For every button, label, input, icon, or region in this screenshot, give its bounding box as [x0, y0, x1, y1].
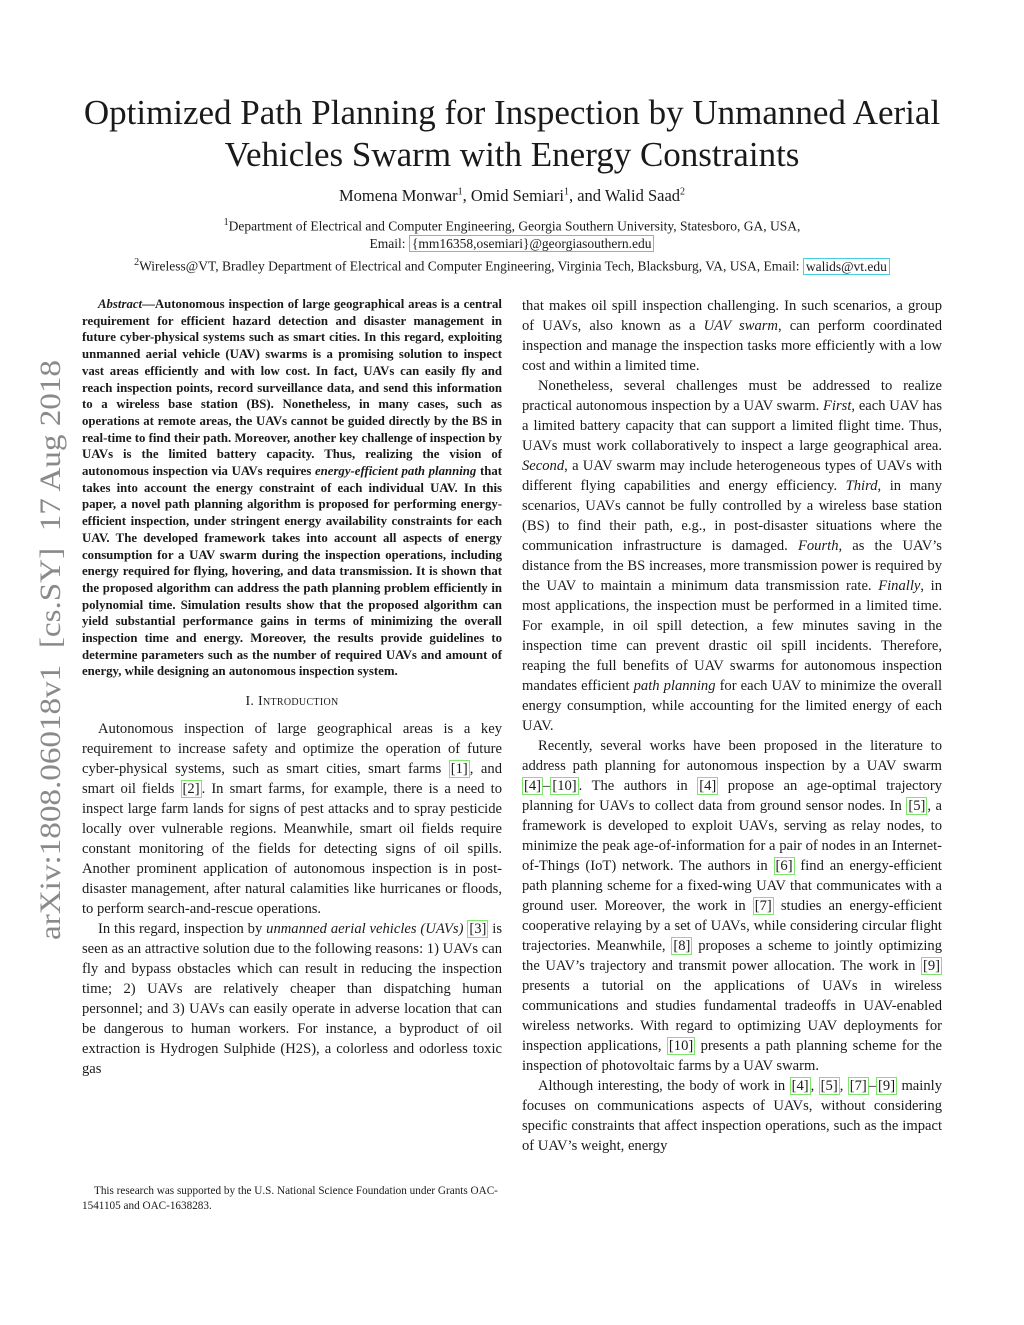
text-run: find an energy-efficient path planning scheme for a fixed-wing UAV that communicates with a ground user. Moreover, the work in — [522, 858, 942, 914]
abstract — [82, 296, 502, 680]
section-title: Introduction — [258, 694, 339, 710]
affiliation-text: Department of Electrical and Computer Engineering, Georgia Southern University, Statesboro, GA, USA, — [228, 218, 801, 234]
author-name: Momena Monwar — [338, 186, 458, 205]
text-run: , — [810, 1078, 819, 1094]
text-run: Recently, several works have been proposed in the literature to address path planning for autonomous inspection by a UAV swarm — [522, 738, 942, 774]
text-run: for each UAV to minimize the overall energy consumption, while accounting for the limited energy of each UAV. — [522, 678, 942, 734]
citation-link[interactable]: [2] — [182, 781, 200, 798]
text-run: , each UAV has a limited battery capacity that can support a limited flight time. Thus, UAVs must work collaboratively to inspect a large geographical area. — [522, 398, 943, 454]
emphasis-text: path planning — [633, 678, 716, 694]
footnote: This research was supported by the U.S. National Science Foundation under Grants OAC-1541105 and OAC-1638283. — [82, 1185, 498, 1212]
body-paragraph — [82, 719, 502, 919]
text-run: Autonomous inspection of large geographical areas is a key requirement to increase safety and optimize the operation of future cyber-physical systems, such as smart cities, smart farms — [82, 721, 502, 778]
text-run: In this regard, inspection by — [98, 921, 267, 938]
left-column — [82, 296, 502, 1079]
text-run: . The authors in — [578, 778, 698, 794]
text-run: proposes a scheme to jointly optimizing the UAV’s trajectory and transmit power allocation. The work in — [522, 938, 942, 974]
text-run: , as the UAV’s distance from the BS increases, more transmission power is required by the UAV to maintain a minimum data transmission rate. — [522, 538, 942, 594]
text-run: presents a tutorial on the applications of UAVs in wireless communications and studies fundamental tradeoffs in UAV-enabled wireless networks. With regard to optimizing UAV deployments for inspection applications, — [522, 978, 942, 1054]
author-affiliation-mark: 2 — [680, 186, 686, 198]
paper-title: Optimized Path Planning for Inspection by Unmanned Aerial Vehicles Swarm with Energy Constraints — [83, 93, 941, 174]
abstract-label: Abstract — [98, 297, 143, 311]
citation-link[interactable]: [9] — [878, 1078, 896, 1094]
emphasis-text: Finally — [878, 578, 921, 594]
text-run: presents a path planning scheme for the inspection of photovoltaic farms by a UAV swarm. — [522, 1038, 943, 1074]
emphasis-text: UAV swarm — [703, 318, 778, 334]
affiliation-2 — [60, 252, 964, 277]
author-list: Momena Monwar$^1$, Omid Semiari$^1$, and Walid Saad$^2$ — [338, 186, 686, 205]
author-affiliation-mark: 1 — [457, 186, 463, 198]
emphasis-text: First — [823, 398, 852, 414]
email-label: Email: — [369, 236, 409, 251]
author-name: and Walid Saad — [577, 186, 681, 205]
text-run: , in many scenarios, UAVs cannot be fully controlled by a wireless base station (BS) to find their path, e.g., in post-disaster situations where the communication infrastructure is damaged. — [522, 478, 942, 554]
body-paragraph — [522, 376, 942, 736]
affiliation-mark: 2 — [134, 257, 140, 268]
body-paragraph — [82, 919, 502, 1079]
citation-link[interactable]: [7] — [849, 1078, 867, 1094]
author-name: Omid Semiari — [470, 186, 564, 205]
citation-link[interactable]: [7] — [754, 898, 772, 914]
text-run: propose an age-optimal trajectory planning for UAVs to collect data from ground sensor nodes. In — [522, 778, 942, 814]
affiliation-text: Wireless@VT, Bradley Department of Electrical and Computer Engineering, Virginia Tech, Blacksburg, VA, USA, Email: — [139, 258, 803, 274]
text-run: is seen as an attractive solution due to the following reasons: 1) UAVs can fly and bypass obstacles which can result in reducing the inspection time; 2) UAVs are relatively cheaper than dispatching human personnel; and 3) UAVs can easily operate in adverse location that can be dangerous to human workers. For instance, a byproduct of oil extraction is Hydrogen Sulphide (H2S), a colorless and odorless toxic gas — [82, 921, 503, 1078]
abstract-dash: — — [142, 297, 155, 311]
emphasis-text: unmanned aerial vehicles (UAVs) — [266, 921, 464, 938]
emphasis-text: Third — [845, 478, 878, 494]
body-paragraph — [522, 736, 942, 1076]
text-run: – — [543, 778, 551, 794]
citation-link[interactable]: [4] — [791, 1078, 809, 1094]
email-link[interactable]: walids@vt.edu — [803, 258, 890, 275]
arxiv-identifier-stamp — [8, 350, 78, 950]
affiliation-1-email — [60, 233, 964, 254]
text-run: that makes oil spill inspection challenging. In such scenarios, a group of UAVs, also known as a — [522, 298, 942, 334]
citation-link[interactable]: [9] — [922, 958, 940, 974]
abstract-text: that takes into account the energy constraint of each individual UAV. In this paper, a novel path planning algorithm is proposed for performing energy-efficient inspection, under stringent energy availability constraints for each UAV. The developed framework takes into account all aspects of energy consumption for a UAV swarm during the inspection operations, including energy required for flying, hovering, and data transmission. It is shown that the proposed algorithm can address the path planning problem efficiently in polynomial time. Simulation results show that the proposed algorithm can yield substantial performance gains in terms of minimizing the overall inspection time and energy. Moreover, the results provide guidelines to determine parameters such as the number of required UAVs and amount of energy, while designing an autonomous inspection system. — [82, 464, 502, 679]
citation-link[interactable]: [6] — [775, 858, 793, 874]
text-run: Although interesting, the body of work in — [538, 1078, 790, 1094]
citation-link[interactable]: [8] — [673, 938, 691, 954]
section-heading — [82, 692, 502, 712]
author-affiliation-mark: 1 — [563, 186, 569, 198]
right-column — [522, 296, 942, 1156]
text-run: Nonetheless, several challenges must be addressed to realize practical autonomous inspection by a UAV swarm. — [522, 378, 942, 414]
arxiv-identifier-text: arXiv:1808.06018v1 [cs.SY] 17 Aug 2018 — [34, 415, 67, 940]
text-run: mainly focuses on communications aspects of UAVs, without considering specific constraints that affect inspection operations, such as the impact of UAV’s weight, energy — [522, 1078, 942, 1154]
text-run: , — [839, 1078, 848, 1094]
text-run: , can perform coordinated inspection and manage the inspection tasks more efficiently with a low cost and within a limited time. — [522, 318, 942, 374]
email-link[interactable]: {mm16358,osemiari}@georgiasouthern.edu — [409, 235, 655, 252]
emphasis-text: Second — [522, 458, 565, 474]
section-number: I. — [245, 694, 259, 710]
text-run: . In smart farms, for example, there is a need to inspect large farm lands for signs of pest attacks and to spray pesticide locally over vulnerable regions. Meanwhile, smart oil fields require constant monitoring of the fields for detecting signs of oil spills. Another prominent application of autonomous inspection is in post-disaster management, after natural calamities like hurricanes or floods, to perform search-and-rescue operations. — [82, 781, 503, 918]
text-run: – — [868, 1078, 877, 1094]
body-paragraph — [522, 1076, 942, 1156]
citation-link[interactable]: [10] — [552, 778, 577, 794]
text-run: , in most applications, the inspection must be performed in a limited time. For example, in oil spill detection, a few minutes saving in the inspection time can prevent drastic oil spill incidents. Therefore, reaping the full benefits of UAV swarms for autonomous inspection mandates efficient — [522, 578, 942, 694]
citation-link[interactable]: [1] — [450, 761, 468, 778]
body-paragraph — [522, 296, 942, 376]
citation-link[interactable]: [4] — [699, 778, 717, 794]
text-run: studies an energy-efficient cooperative relaying by a set of UAVs, while considering circular flight trajectories. Meanwhile, — [522, 898, 942, 954]
abstract-emphasis: energy-efficient path planning — [314, 464, 477, 479]
text-run: , a UAV swarm may include heterogeneous types of UAVs with different flying capabilities and energy efficiency. — [522, 458, 942, 494]
citation-link[interactable]: [3] — [469, 921, 487, 938]
abstract-text: Autonomous inspection of large geographical areas is a central requirement for efficient hazard detection and disaster management in future cyber-physical systems such as smart cities. In this regard, exploiting unmanned aerial vehicle (UAV) swarms is a promising solution to inspect vast areas efficiently and with low cost. In fact, UAVs can easily fly and reach inspection points, record surveillance data, and send this information to a wireless base station (BS). Nonetheless, in many cases, such as operations at remote areas, the UAVs cannot be guided directly by the BS in real-time to find their path. Moreover, another key challenge of inspection by UAVs is the limited battery capacity. Thus, realizing the vision of autonomous inspection via UAVs requires — [82, 297, 502, 479]
affiliation-mark: 1 — [223, 217, 229, 228]
text-run: , a framework is developed to exploit UAVs, serving as relay nodes, to minimize the peak age-of-information for a pair of nodes in an Internet-of-Things (IoT) network. The authors in — [522, 798, 942, 874]
emphasis-text: Fourth — [797, 538, 839, 554]
citation-link[interactable]: [10] — [668, 1038, 694, 1054]
citation-link[interactable]: [5] — [820, 1078, 838, 1094]
citation-link[interactable]: [4] — [524, 778, 542, 794]
text-run: , and smart oil fields — [82, 761, 502, 798]
citation-link[interactable]: [5] — [908, 798, 926, 814]
